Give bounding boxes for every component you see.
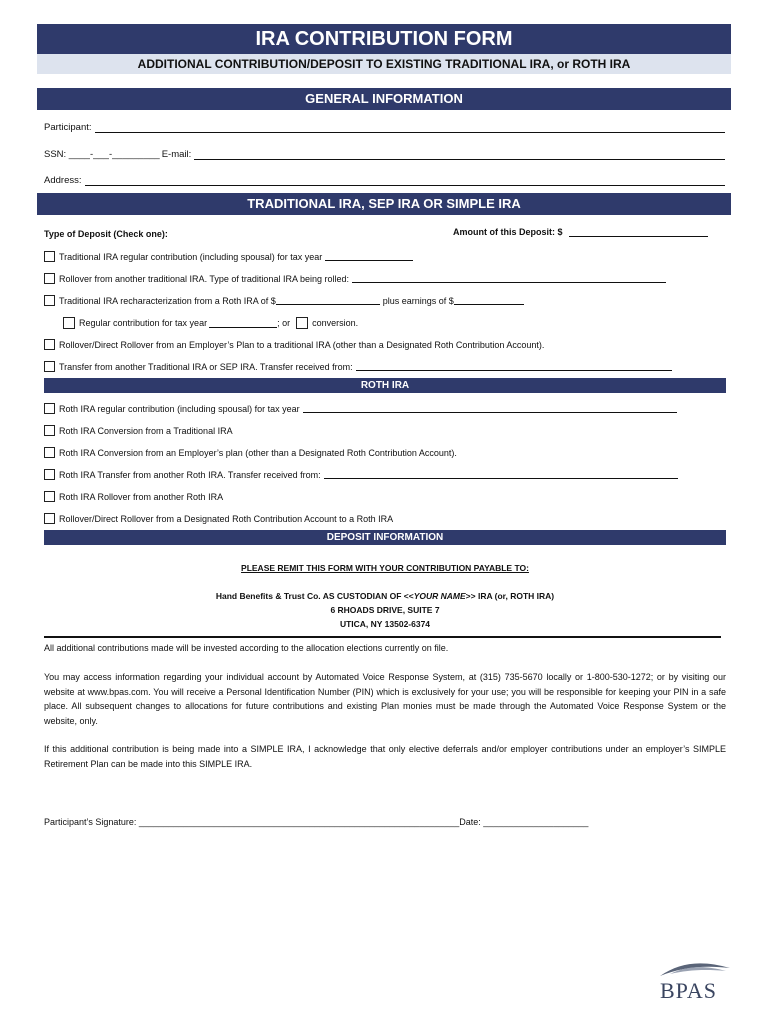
plus-earnings-label: plus earnings of $ <box>382 295 454 306</box>
sub-or-label: ; or <box>277 318 291 328</box>
payee-line <box>0 589 770 604</box>
bpas-swoosh-icon <box>652 956 732 978</box>
payee-address-1: 6 RHOADS DRIVE, SUITE 7 <box>330 605 440 615</box>
address-field[interactable] <box>44 175 725 186</box>
recharacterization-amount-line[interactable] <box>276 296 380 305</box>
trad-tax-year-line[interactable] <box>325 252 413 261</box>
remit-instruction: PLEASE REMIT THIS FORM WITH YOUR CONTRIBUTION PAYABLE TO: <box>241 563 529 573</box>
investment-notice: All additional contributions made will be invested according to the allocation elections currently on file. <box>44 643 449 653</box>
bpas-logo <box>652 956 732 1004</box>
participant-label: Participant: <box>44 122 92 133</box>
roth-designated-rollover-checkbox[interactable] <box>44 513 55 524</box>
trad-regular-checkbox[interactable] <box>44 251 55 262</box>
roth-ira-heading: ROTH IRA <box>44 378 726 393</box>
simple-ira-acknowledgement: If this additional contribution is being made into a SIMPLE IRA, I acknowledge that only elective deferrals and/or employer contributions under an employer’s SIMPLE Retirement Plan can be made into this SIMPLE IRA. <box>44 744 726 769</box>
trad-transfer-label: Transfer from another Traditional IRA or SEP IRA. Transfer received from: <box>59 361 353 372</box>
roth-regular-row[interactable] <box>44 403 680 414</box>
roth-conversion-trad-label: Roth IRA Conversion from a Traditional IRA <box>59 425 233 436</box>
amount-line[interactable] <box>569 230 709 237</box>
trad-rollover-row[interactable] <box>44 273 669 284</box>
trad-regular-label: Traditional IRA regular contribution (including spousal) for tax year <box>59 251 323 262</box>
recharacterization-sub-row[interactable] <box>63 317 358 329</box>
trad-direct-rollover-label: Rollover/Direct Rollover from an Employer’s Plan to a traditional IRA (other than a Designated Roth Contribution Account). <box>59 339 545 350</box>
address-label: Address: <box>44 175 82 186</box>
roth-conversion-trad-checkbox[interactable] <box>44 425 55 436</box>
deposit-info-heading: DEPOSIT INFORMATION <box>44 530 726 545</box>
form-title: IRA CONTRIBUTION FORM <box>37 24 731 54</box>
email-line[interactable] <box>194 150 725 160</box>
roth-transfer-checkbox[interactable] <box>44 469 55 480</box>
roth-conversion-trad-row[interactable] <box>44 425 233 436</box>
payee-suffix: >> IRA (or, ROTH IRA) <box>465 591 555 601</box>
roth-regular-checkbox[interactable] <box>44 403 55 414</box>
trad-transfer-checkbox[interactable] <box>44 361 55 372</box>
payee-prefix: Hand Benefits & Trust Co. AS CUSTODIAN OF << <box>215 591 414 601</box>
trad-rollover-line[interactable] <box>352 274 666 283</box>
bpas-logo-text: BPAS <box>660 978 718 1003</box>
ssn-email-field[interactable] <box>44 149 725 160</box>
type-of-deposit-label: Type of Deposit (Check one): <box>44 229 168 239</box>
roth-conversion-employer-row[interactable] <box>44 447 457 458</box>
email-label: E-mail: <box>161 149 192 160</box>
participant-field[interactable] <box>44 122 725 133</box>
address-line[interactable] <box>85 176 726 186</box>
roth-conversion-employer-label: Roth IRA Conversion from an Employer’s plan (other than a Designated Roth Contribution Account). <box>59 447 457 458</box>
earnings-amount-line[interactable] <box>454 296 524 305</box>
roth-rollover-checkbox[interactable] <box>44 491 55 502</box>
sub-tax-year-line[interactable] <box>209 319 277 328</box>
traditional-ira-heading: TRADITIONAL IRA, SEP IRA OR SIMPLE IRA <box>37 193 731 215</box>
general-info-heading: GENERAL INFORMATION <box>37 88 731 110</box>
roth-transfer-label: Roth IRA Transfer from another Roth IRA. Transfer received from: <box>59 469 321 480</box>
trad-transfer-line[interactable] <box>356 362 672 371</box>
roth-designated-rollover-row[interactable] <box>44 513 393 524</box>
sub-regular-checkbox[interactable] <box>63 317 75 329</box>
trad-rollover-checkbox[interactable] <box>44 273 55 284</box>
roth-regular-label: Roth IRA regular contribution (including spousal) for tax year <box>59 403 300 414</box>
sub-conversion-label: conversion. <box>312 318 359 328</box>
roth-rollover-row[interactable] <box>44 491 223 502</box>
roth-designated-rollover-label: Rollover/Direct Rollover from a Designated Roth Contribution Account to a Roth IRA <box>59 513 394 524</box>
roth-tax-year-line[interactable] <box>303 404 677 413</box>
signature-date-line[interactable]: Participant’s Signature: ________________________________________________________________Date: _____________________ <box>44 817 589 827</box>
roth-transfer-line[interactable] <box>324 470 678 479</box>
payee-address-2: UTICA, NY 13502-6374 <box>339 619 431 629</box>
sub-conversion-checkbox[interactable] <box>296 317 308 329</box>
ssn-label[interactable]: SSN: ____-___-_________ <box>44 149 160 160</box>
amount-label: Amount of this Deposit: $ <box>453 227 563 237</box>
participant-line[interactable] <box>95 123 725 133</box>
trad-rollover-label: Rollover from another traditional IRA. Type of traditional IRA being rolled: <box>59 273 349 284</box>
amount-field[interactable] <box>453 227 708 237</box>
trad-direct-rollover-row[interactable] <box>44 339 544 350</box>
section-divider <box>44 636 721 638</box>
payee-name-placeholder: YOUR NAME <box>413 591 466 601</box>
trad-direct-rollover-checkbox[interactable] <box>44 339 55 350</box>
access-info-paragraph: You may access information regarding your individual account by Automated Voice Response System, at (315) 735-5670 locally or 1-800-530-1272; or by visiting our website at www.bpas.com. You will receive a Personal Identification Number (PIN) which is exclusively for your use; you will be responsible for keeping your PIN in a safe place. All subsequent changes to allocations for future contributions and existing Plan monies must be made through the Automated Voice Response System or the website, only. <box>44 672 726 726</box>
trad-regular-row[interactable] <box>44 251 416 262</box>
roth-conversion-employer-checkbox[interactable] <box>44 447 55 458</box>
trad-transfer-row[interactable] <box>44 361 675 372</box>
roth-transfer-row[interactable] <box>44 469 681 480</box>
trad-recharacterization-label: Traditional IRA recharacterization from a Roth IRA of $ <box>59 295 276 306</box>
trad-recharacterization-row[interactable] <box>44 295 527 306</box>
form-subtitle: ADDITIONAL CONTRIBUTION/DEPOSIT TO EXISTING TRADITIONAL IRA, or ROTH IRA <box>37 54 731 74</box>
sub-regular-label: Regular contribution for tax year <box>79 318 208 328</box>
trad-recharacterization-checkbox[interactable] <box>44 295 55 306</box>
roth-rollover-label: Roth IRA Rollover from another Roth IRA <box>59 491 224 502</box>
